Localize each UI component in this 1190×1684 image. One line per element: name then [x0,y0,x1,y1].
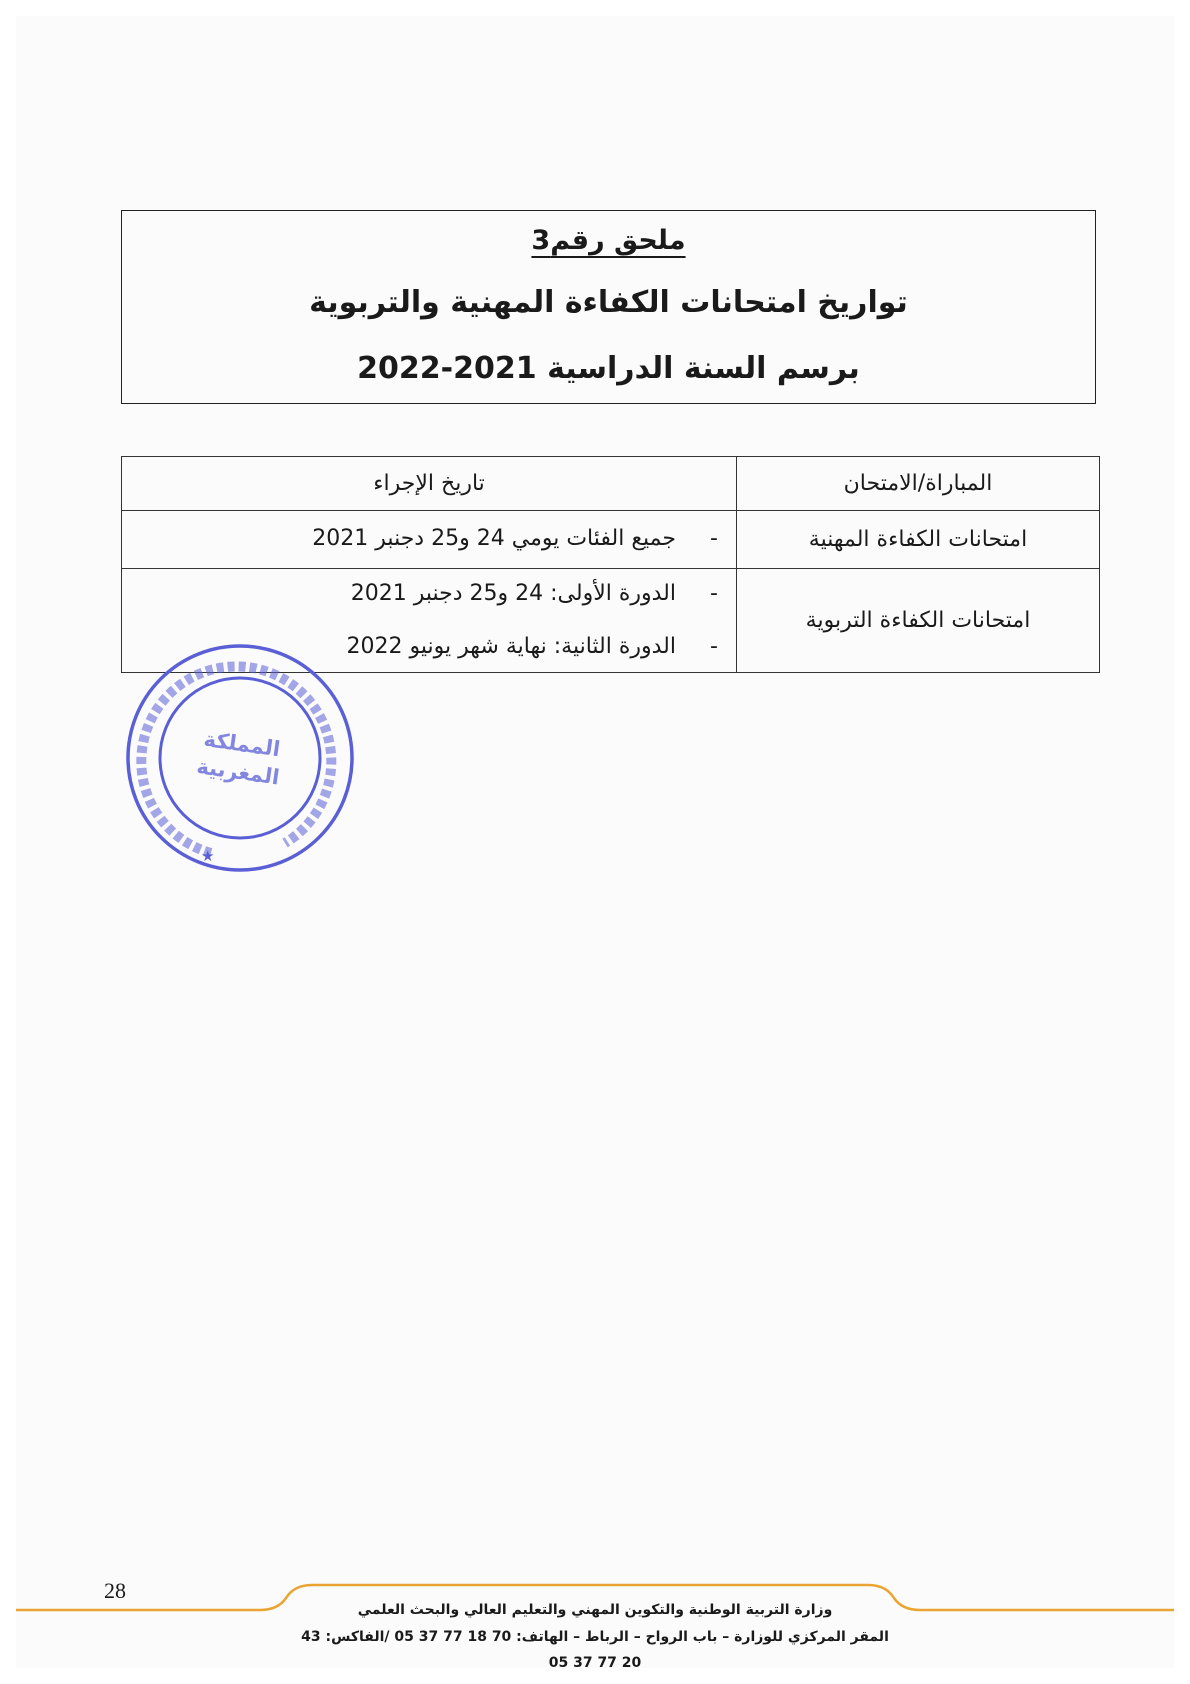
date-item: - الدورة الأولى: 24 و25 دجنبر 2021 [122,579,718,610]
ministry-name: وزارة التربية الوطنية والتكوين المهني والتعليم العالي والبحث العلمي [357,1602,833,1618]
exam-name-cell: امتحانات الكفاءة التربوية [737,569,1100,673]
footer-text [300,1597,890,1677]
annex-title: ملحق رقم3 [531,225,686,256]
title-box [121,210,1096,404]
svg-text:★: ★ [201,847,215,865]
table-row [122,511,1100,569]
column-header-date: تاريخ الإجراء [122,457,737,511]
page-number: 28 [104,1578,126,1603]
ministry-address: المقر المركزي للوزارة – باب الرواح – الرباط – الهاتف: 70 18 77 37 05 /الفاكس: 43 20 77 37 05 [301,1628,889,1672]
official-stamp [115,633,365,883]
document-subtitle: برسم السنة الدراسية 2021-2022 [357,351,860,386]
table-header-row [122,457,1100,511]
svg-text:المملكة: المملكة [202,726,282,762]
column-header-exam: المباراة/الامتحان [737,457,1100,511]
date-item: - الدورة الثانية: نهاية شهر يونيو 2022 [122,632,718,663]
exam-date-cell [122,511,737,569]
exam-name-cell: امتحانات الكفاءة المهنية [737,511,1100,569]
document-title: تواريخ امتحانات الكفاءة المهنية والتربوية [309,285,908,320]
date-item: - جميع الفئات يومي 24 و25 دجنبر 2021 [122,524,718,555]
svg-text:المغربية: المغربية [195,754,281,790]
